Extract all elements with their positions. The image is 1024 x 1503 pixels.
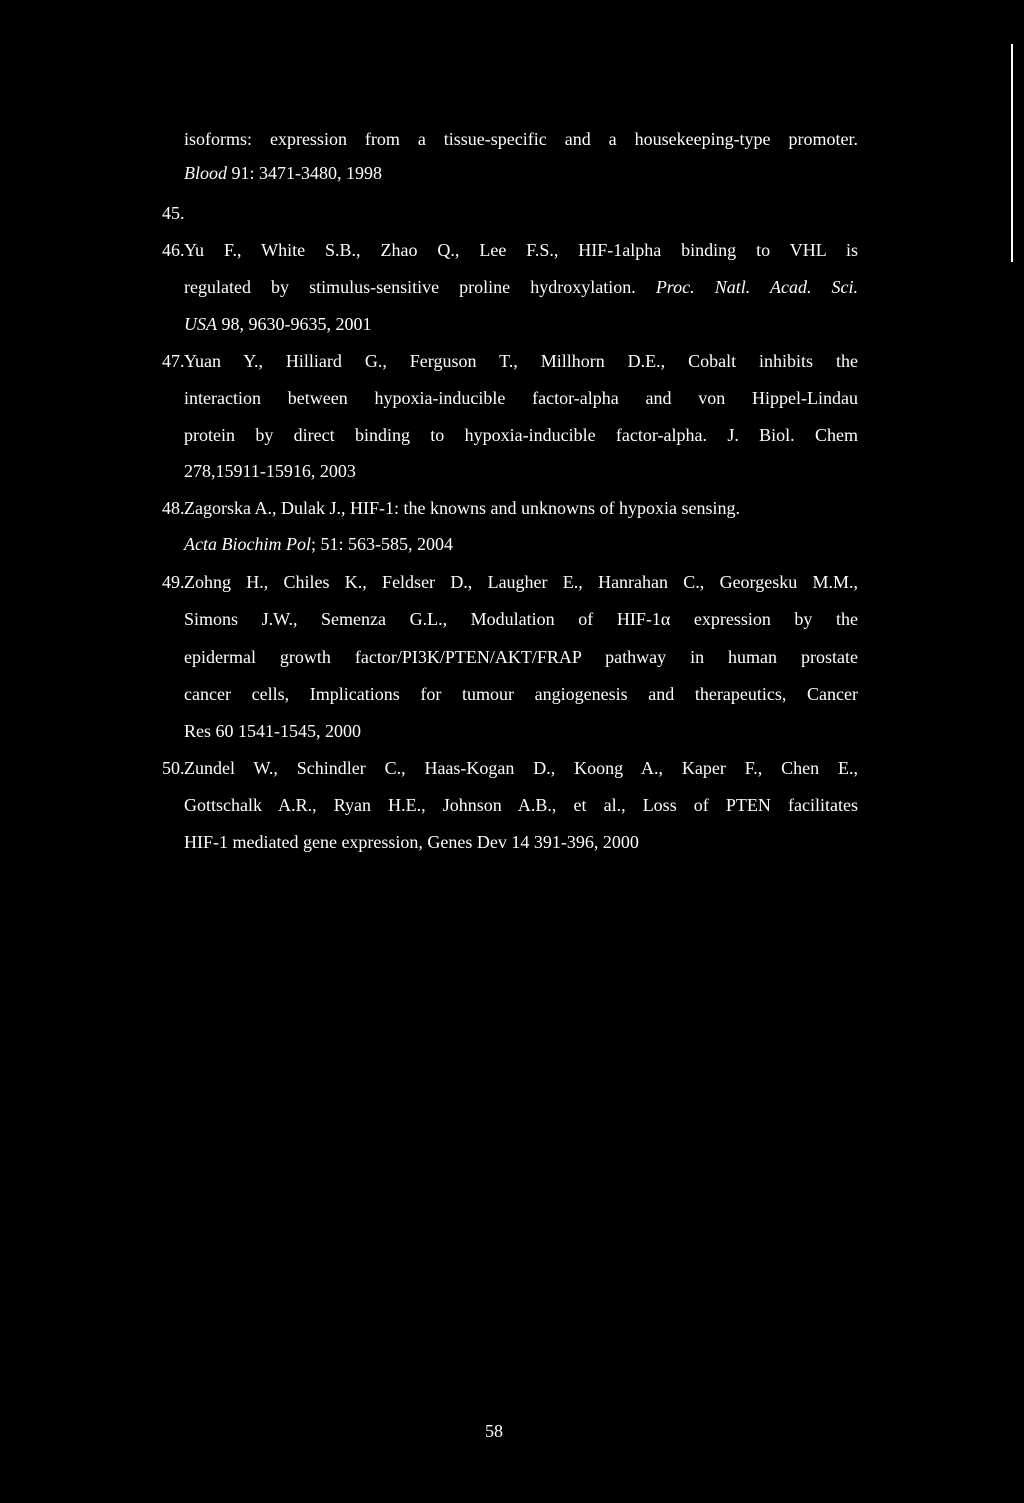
ref47-number: 47. — [162, 351, 185, 371]
ref47-line2: interaction between hypoxia-inducible factor-alpha and von Hippel-Lindau — [184, 388, 858, 408]
ref46-line2 — [184, 276, 858, 298]
ref46-line1-text: Yu F., White S.B., Zhao Q., Lee F.S., HIF-1alpha binding to VHL is — [184, 240, 858, 260]
ref44-line2 — [184, 162, 382, 184]
ref50-line1 — [162, 757, 858, 779]
ref47-line3: protein by direct binding to hypoxia-inducible factor-alpha. J. Biol. Chem — [184, 425, 858, 445]
ref49-line1-text: Zohng H., Chiles K., Feldser D., Laugher E., Hanrahan C., Georgesku M.M., — [184, 572, 858, 592]
page-number: 58 — [485, 1421, 503, 1441]
page-edge-line — [1011, 44, 1013, 262]
ref45-number: 45. — [162, 203, 185, 223]
ref48-details: ; 51: 563-585, 2004 — [310, 534, 453, 554]
ref46-journal: Proc. Natl. Acad. Sci. — [655, 277, 859, 297]
ref46-line2-text: regulated by stimulus-sensitive proline hydroxylation. — [184, 277, 636, 297]
ref44-line1: isoforms: expression from a tissue-specific and a housekeeping-type promoter. — [184, 129, 858, 149]
ref49-line1 — [162, 571, 858, 593]
ref46-line3 — [184, 313, 372, 335]
ref48-journal: Acta Biochim Pol — [184, 534, 311, 554]
ref49-line2: Simons J.W., Semenza G.L., Modulation of HIF-1α expression by the — [184, 609, 858, 629]
ref48-line1 — [162, 497, 740, 519]
ref47-line4: 278,15911-15916, 2003 — [184, 461, 356, 481]
ref49-line5: Res 60 1541-1545, 2000 — [184, 721, 361, 741]
ref49-line3: epidermal growth factor/PI3K/PTEN/AKT/FRAP pathway in human prostate — [184, 647, 858, 667]
ref47-line1 — [162, 350, 858, 372]
ref48-line1-text: Zagorska A., Dulak J., HIF-1: the knowns and unknowns of hypoxia sensing. — [184, 498, 740, 518]
ref44-details: 91: 3471-3480, 1998 — [227, 163, 382, 183]
ref44-journal: Blood — [184, 163, 227, 183]
ref49-number: 49. — [162, 572, 185, 592]
ref48-line2 — [184, 533, 453, 555]
ref46-details: 98, 9630-9635, 2001 — [217, 314, 372, 334]
ref49-line4: cancer cells, Implications for tumour angiogenesis and therapeutics, Cancer — [184, 684, 858, 704]
ref50-line1-text: Zundel W., Schindler C., Haas-Kogan D., Koong A., Kaper F., Chen E., — [184, 758, 858, 778]
ref46-line1 — [162, 239, 858, 261]
ref47-line1-text: Yuan Y., Hilliard G., Ferguson T., Millhorn D.E., Cobalt inhibits the — [184, 351, 858, 371]
ref50-number: 50. — [162, 758, 185, 778]
ref46-journal-cont: USA — [184, 314, 217, 334]
ref50-line2: Gottschalk A.R., Ryan H.E., Johnson A.B., et al., Loss of PTEN facilitates — [184, 795, 858, 815]
ref48-number: 48. — [162, 498, 185, 518]
ref46-number: 46. — [162, 240, 185, 260]
ref50-line3: HIF-1 mediated gene expression, Genes Dev 14 391-396, 2000 — [184, 832, 639, 852]
